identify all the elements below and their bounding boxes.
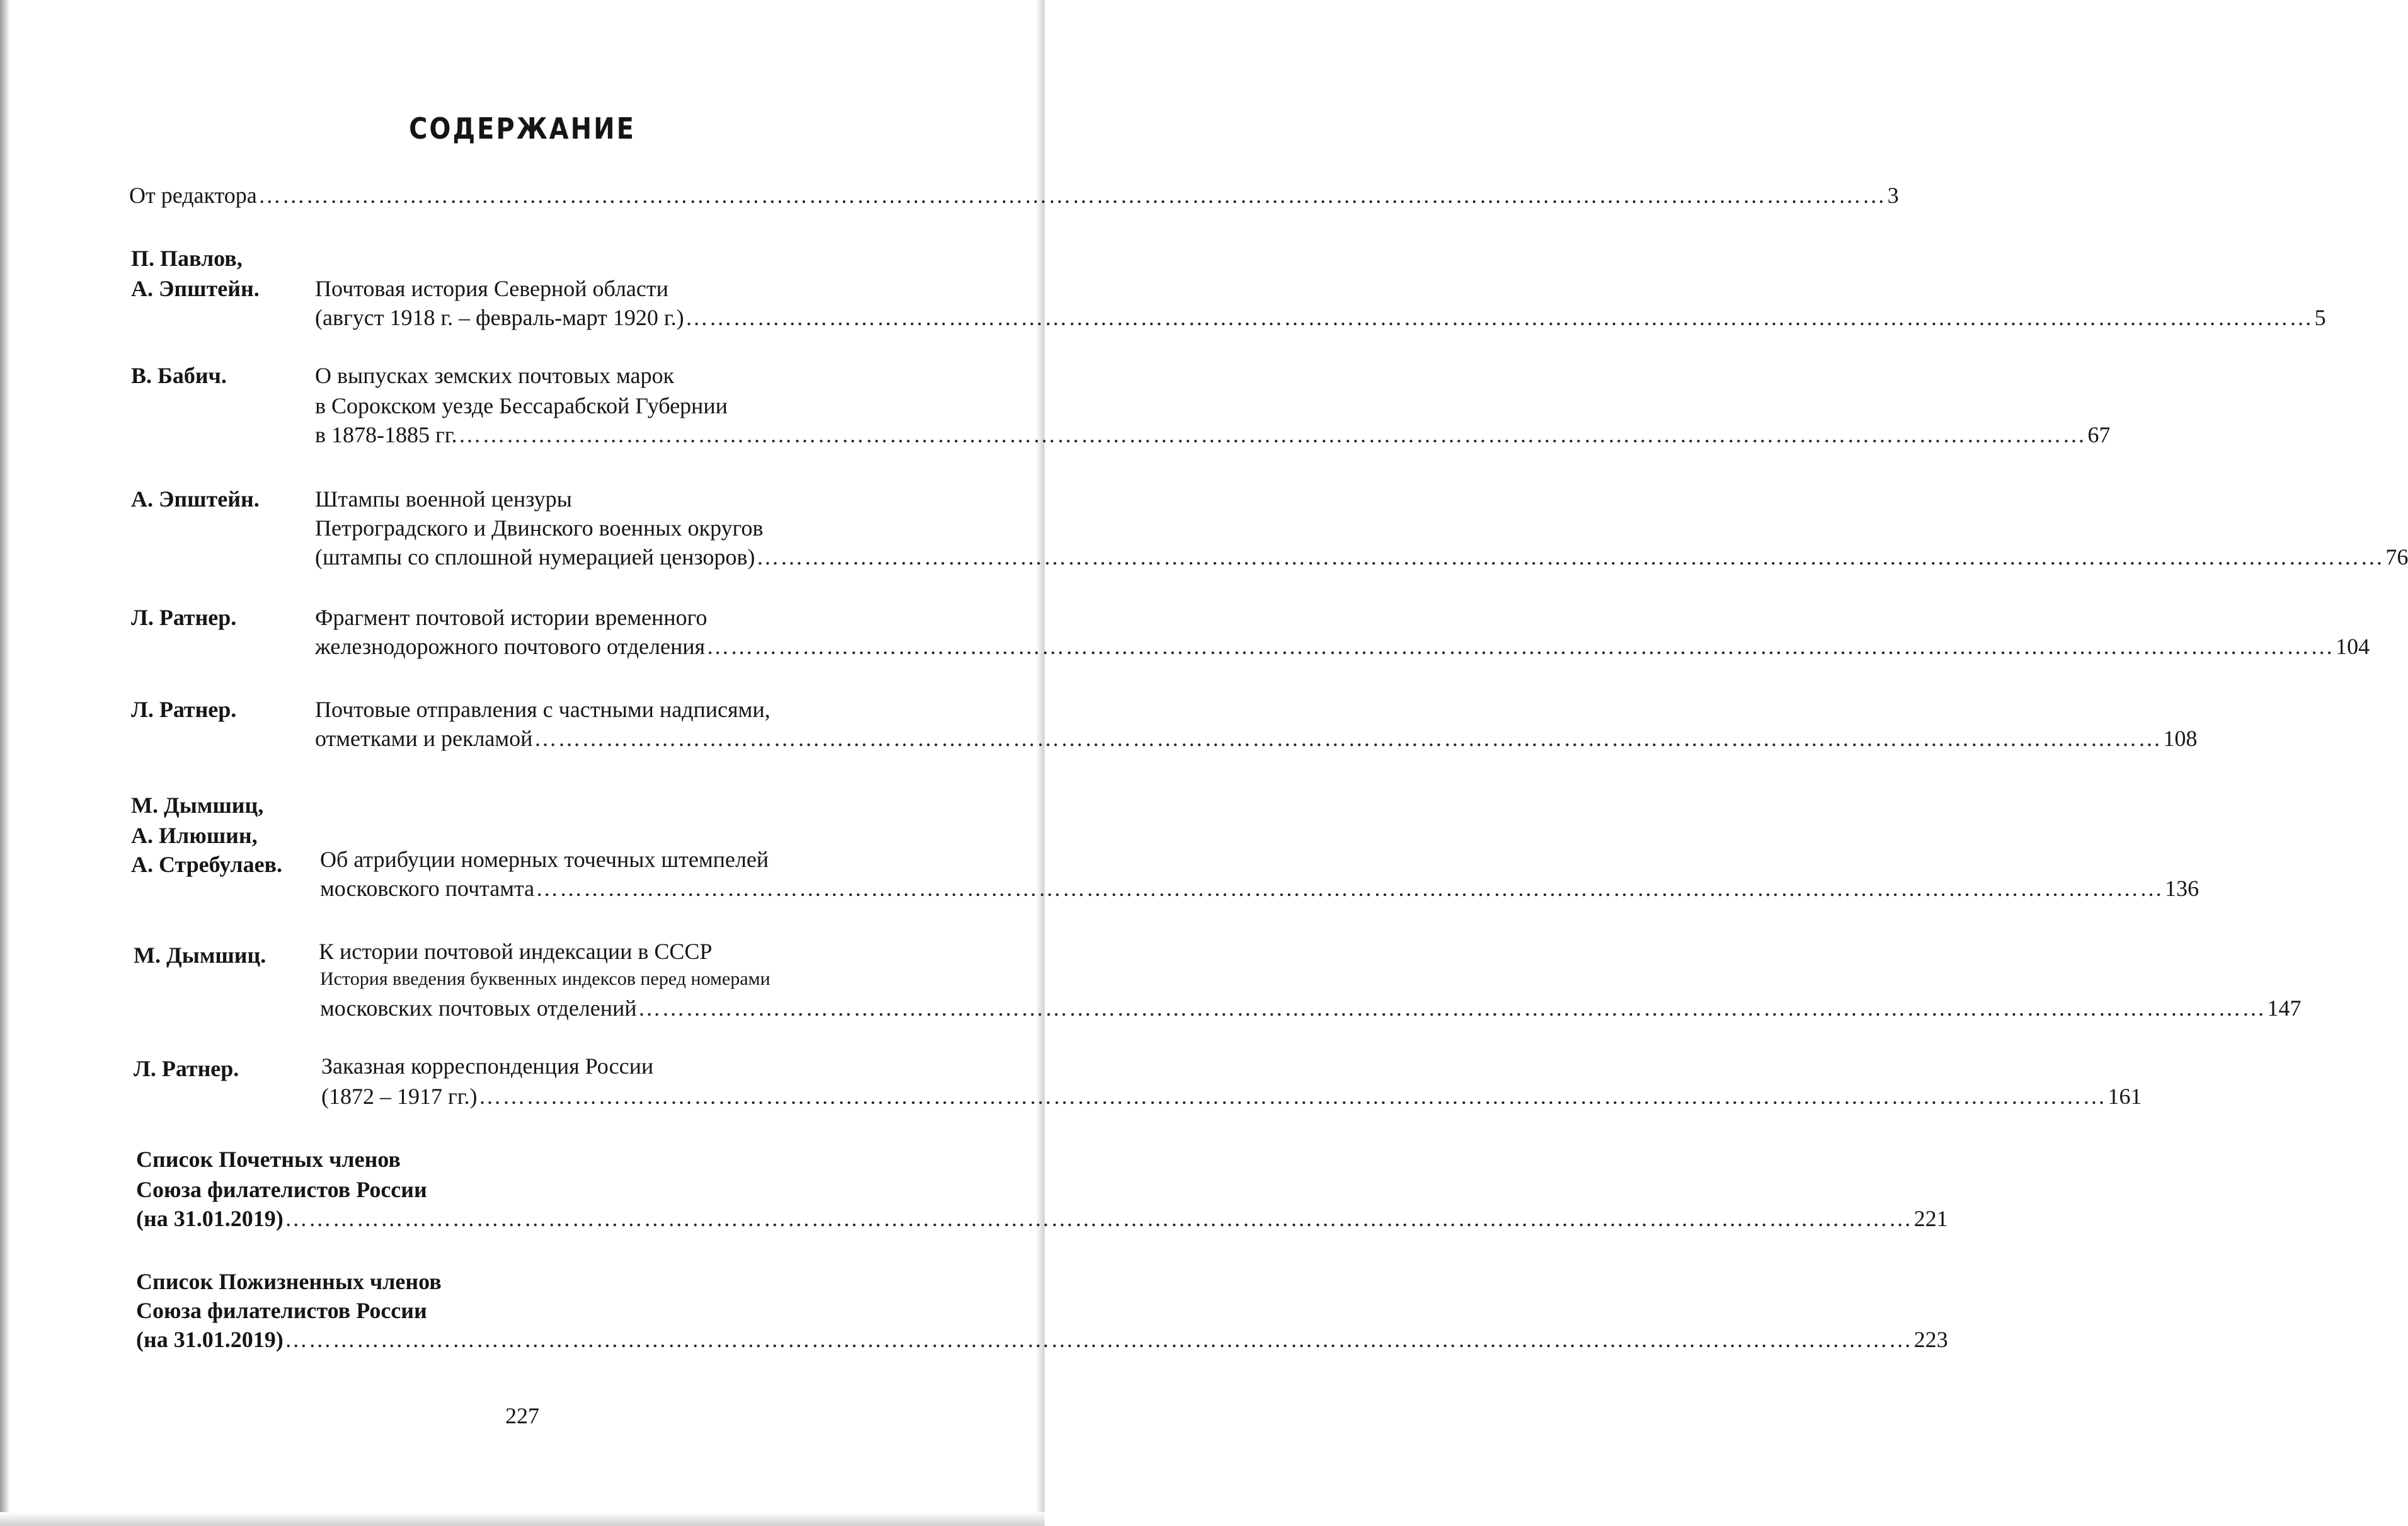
toc-entry-subtitle: московских почтовых отделений xyxy=(320,995,637,1021)
toc-entry-link[interactable] xyxy=(320,994,2302,1022)
toc-entry-title: в 1878-1885 гг. xyxy=(315,422,457,447)
toc-entry-title: Список Почетных членов xyxy=(136,1147,401,1172)
page-number: 227 xyxy=(505,1403,539,1428)
toc-author: В. Бабич. xyxy=(131,363,227,388)
toc-page-number: 136 xyxy=(2165,876,2199,901)
scan-right-edge-shadow xyxy=(1036,0,1045,1526)
toc-entry-title: (на 31.01.2019) xyxy=(136,1327,284,1352)
toc-page-number: 221 xyxy=(1913,1206,1948,1231)
page-title: СОДЕРЖАНИЕ xyxy=(409,112,636,146)
toc-page-number: 161 xyxy=(2107,1084,2142,1109)
toc-entry-title: Фрагмент почтовой истории временного xyxy=(315,605,708,630)
toc-entry-title: железнодорожного почтового отделения xyxy=(315,634,706,659)
toc-entry-link[interactable] xyxy=(136,1326,1948,1353)
toc-entry-title: Список Пожизненных членов xyxy=(136,1269,442,1294)
dot-leader: …………………………………………………………………………………………………………………………………………………………………………………… xyxy=(706,634,2335,659)
toc-entry-title: Заказная корреспонденция России xyxy=(321,1053,654,1079)
toc-entry-editor[interactable] xyxy=(129,181,1899,209)
toc-entry-title: Почтовая история Северной области xyxy=(315,276,668,301)
toc-entry-subtitle: История введения буквенных индексов перед номерами xyxy=(320,968,771,989)
toc-page-number: 108 xyxy=(2163,726,2198,751)
toc-author: А. Илюшин, xyxy=(131,823,258,848)
toc-entry-title: Об атрибуции номерных точечных штемпелей xyxy=(320,847,769,872)
toc-entry-title: О выпусках земских почтовых марок xyxy=(315,363,674,388)
toc-entry-link[interactable] xyxy=(136,1205,1948,1232)
toc-entry-link[interactable] xyxy=(321,1082,2142,1110)
toc-entry-title: Союза филателистов России xyxy=(136,1298,427,1323)
toc-page-number: 104 xyxy=(2336,634,2370,659)
toc-page-number: 5 xyxy=(2314,305,2326,330)
toc-entry-title: Штампы военной цензуры xyxy=(315,486,572,512)
toc-author: А. Эпштейн. xyxy=(131,276,260,301)
toc-entry-link[interactable] xyxy=(320,875,2199,902)
dot-leader: …………………………………………………………………………………………………………………………………………………………………………………… xyxy=(478,1084,2107,1109)
toc-entry-link[interactable] xyxy=(315,304,2326,331)
toc-entry-title: Почтовые отправления с частными надписями, xyxy=(315,697,771,722)
toc-author: Л. Ратнер. xyxy=(131,697,237,722)
dot-leader: …………………………………………………………………………………………………………………………………………………………………………………… xyxy=(685,305,2313,330)
toc-page-number: 67 xyxy=(2087,422,2111,447)
toc-author: П. Павлов, xyxy=(131,246,243,271)
dot-leader: …………………………………………………………………………………………………………………………………………………………………………………… xyxy=(258,183,1886,208)
toc-page-number: 147 xyxy=(2267,995,2302,1021)
toc-entry-link[interactable] xyxy=(315,543,2408,571)
toc-entry-title: (август 1918 г. – февраль-март 1920 г.) xyxy=(315,305,684,330)
toc-author: М. Дымшиц, xyxy=(131,793,264,818)
scan-left-edge-shadow xyxy=(0,0,10,1526)
toc-entry-title: Союза филателистов России xyxy=(136,1177,427,1202)
toc-page-number: 3 xyxy=(1887,183,1899,208)
dot-leader: …………………………………………………………………………………………………………………………………………………………………………………… xyxy=(284,1206,1913,1231)
toc-entry-title: (1872 – 1917 гг.) xyxy=(321,1084,478,1109)
toc-page-number: 223 xyxy=(1913,1327,1948,1352)
dot-leader: …………………………………………………………………………………………………………………………………………………………………………………… xyxy=(458,422,2087,447)
toc-entry-title: в Сорокском уезде Бессарабской Губернии xyxy=(315,393,728,418)
toc-author: М. Дымшиц. xyxy=(134,943,267,968)
toc-author: А. Эпштейн. xyxy=(131,486,260,512)
dot-leader: …………………………………………………………………………………………………………………………………………………………………………………… xyxy=(534,726,2162,751)
toc-entry-title: От редактора xyxy=(129,183,257,208)
toc-author: А. Стребулаев. xyxy=(131,852,282,877)
dot-leader: …………………………………………………………………………………………………………………………………………………………………………………… xyxy=(756,544,2385,570)
toc-entry-title: (на 31.01.2019) xyxy=(136,1206,284,1231)
dot-leader: …………………………………………………………………………………………………………………………………………………………………………………… xyxy=(536,876,2164,901)
toc-page-number: 76 xyxy=(2385,544,2408,570)
toc-entry-link[interactable] xyxy=(315,633,2370,660)
scan-bottom-edge-shadow xyxy=(0,1512,1045,1526)
toc-entry-title: (штампы со сплошной нумерацией цензоров) xyxy=(315,544,755,570)
toc-author: Л. Ратнер. xyxy=(134,1056,239,1081)
toc-entry-title: московского почтамта xyxy=(320,876,535,901)
toc-entry-link[interactable] xyxy=(315,421,2111,449)
toc-entry-link[interactable] xyxy=(315,725,2198,752)
toc-author: Л. Ратнер. xyxy=(131,605,237,630)
toc-entry-title: отметками и рекламой xyxy=(315,726,533,751)
dot-leader: …………………………………………………………………………………………………………………………………………………………………………………… xyxy=(284,1327,1913,1352)
toc-entry-title: К истории почтовой индексации в СССР xyxy=(319,939,713,964)
dot-leader: …………………………………………………………………………………………………………………………………………………………………………………… xyxy=(638,995,2266,1021)
toc-entry-title: Петроградского и Двинского военных округов xyxy=(315,515,764,541)
